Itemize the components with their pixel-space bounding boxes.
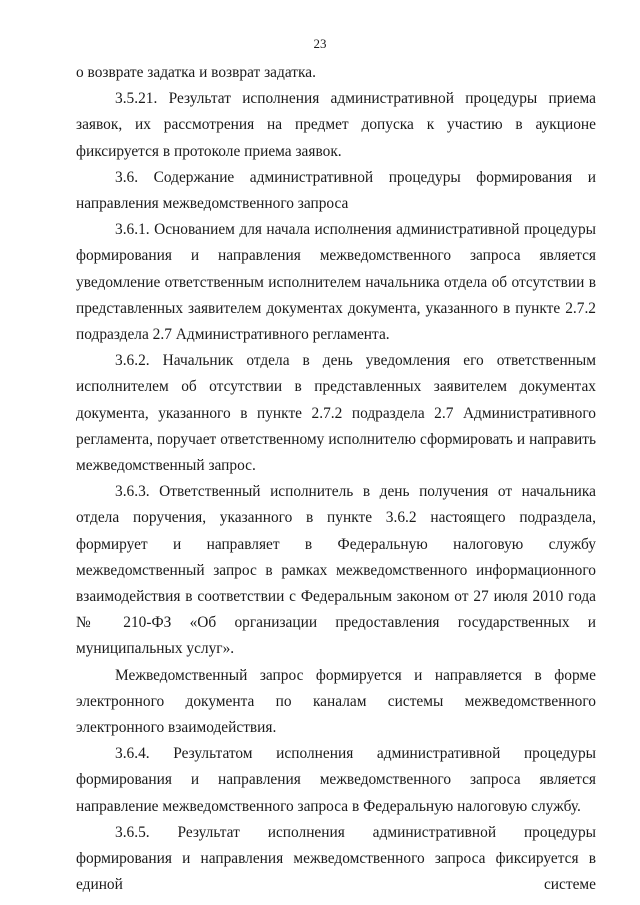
section-heading-3-6: 3.6. Содержание административной процедуры формирования и направления межведомственного запроса	[76, 168, 596, 213]
paragraph-3-6-4: 3.6.4. Результатом исполнения административной процедуры формирования и направления межведомственного запроса является направление межведомственного запроса в Федеральную налоговую службу.	[76, 745, 596, 815]
paragraph-3-6-1: 3.6.1. Основанием для начала исполнения административной процедуры формирования и направления межведомственного запроса является уведомление ответственным исполнителем начальника отдела об отсутствии в представленных заявителем документах документа, указанного в пункте 2.7.2 подраздела 2.7 Административного регламента.	[76, 221, 596, 344]
document-body	[76, 60, 596, 899]
paragraph-3-6-2: 3.6.2. Начальник отдела в день уведомления его ответственным исполнителем об отсутствии в представленных заявителем документах документа, указанного в пункте 2.7.2 подраздела 2.7 Административного регламента, поручает ответственному исполнителю сформировать и направить межведомственный запрос.	[76, 352, 596, 475]
paragraph-3-5-21: 3.5.21. Результат исполнения административной процедуры приема заявок, их рассмотрения на предмет допуска к участию в аукционе фиксируется в протоколе приема заявок.	[76, 90, 596, 160]
page-number: 23	[313, 36, 327, 51]
paragraph-3-6-5: 3.6.5. Результат исполнения административной процедуры формирования и направления межведомственного запроса фиксируется в единой системе	[76, 823, 596, 894]
paragraph-3-6-3: 3.6.3. Ответственный исполнитель в день получения от начальника отдела поручения, указанного в пункте 3.6.2 настоящего подраздела, формирует и направляет в Федеральную налоговую службу межведомственный запрос в рамках межведомственного информационного взаимодействия в соответствии с Федеральным законом от 27 июля 2010 года № 210-ФЗ «Об организации предоставления государственных и муниципальных услуг».	[76, 483, 596, 658]
paragraph-continuation: о возврате задатка и возврат задатка.	[76, 64, 316, 81]
paragraph-interdepartmental-request: Межведомственный запрос формируется и направляется в форме электронного документа по каналам системы межведомственного электронного взаимодействия.	[76, 666, 596, 737]
